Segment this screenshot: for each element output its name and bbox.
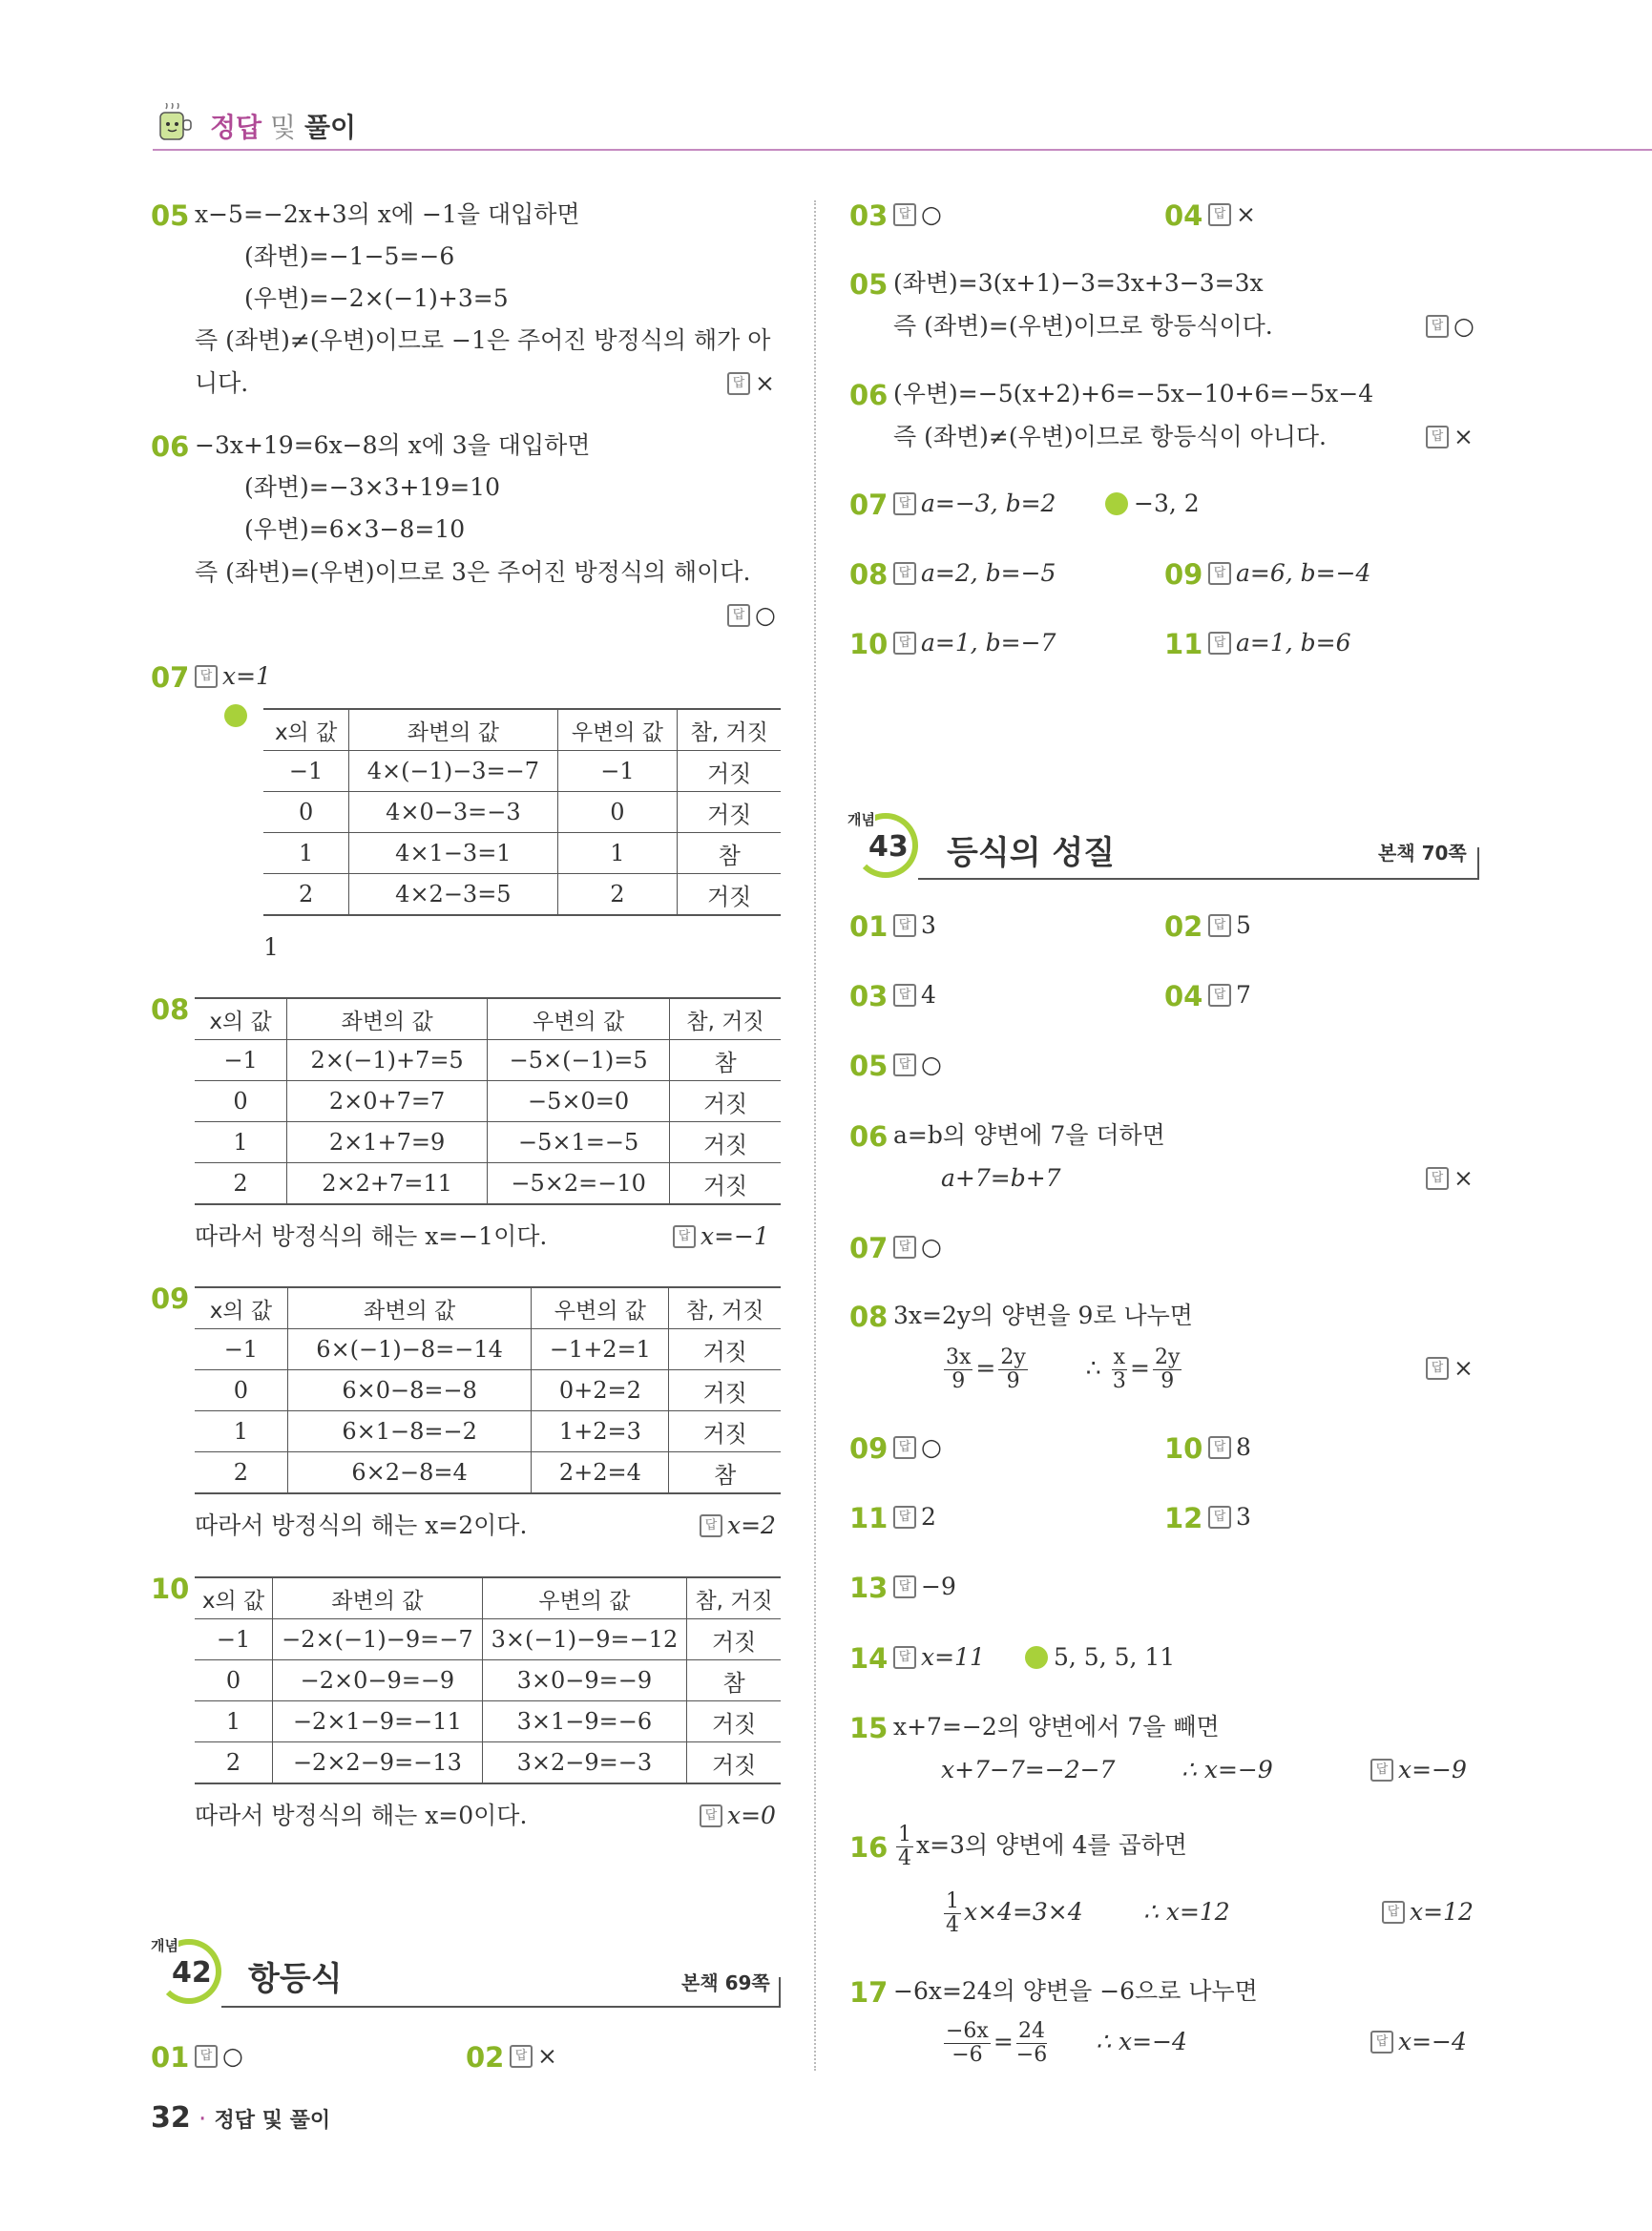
- answer-08: 답 x=−1: [673, 1222, 769, 1251]
- s43-number-05: 05: [849, 1050, 889, 1082]
- s43-answer-10: 답 8: [1208, 1433, 1251, 1462]
- answer-05: 답 ×: [727, 369, 775, 398]
- table-row: 0 6×0−8=−8 0+2=2 거짓: [195, 1370, 781, 1411]
- table-row: 2 2×2+7=11 −5×2=−10 거짓: [195, 1163, 781, 1205]
- s43-answer-14: 답 x=11: [893, 1643, 985, 1672]
- answer-09: 답 x=2: [700, 1512, 776, 1540]
- answer-07: 답 x=1: [195, 662, 271, 691]
- s43-answer-04: 답 7: [1208, 981, 1251, 1010]
- header-title: 정답 및 풀이: [210, 112, 357, 143]
- answer-mark-icon: 답: [1382, 1901, 1405, 1924]
- table-row: 1 6×1−8=−2 1+2=3 거짓: [195, 1411, 781, 1452]
- right-number-09: 09: [1164, 558, 1203, 591]
- s43-number-07: 07: [849, 1232, 889, 1264]
- problem-05-line3: (우변)=−2×(−1)+3=5: [244, 284, 509, 312]
- answer-mark-icon: 답: [1208, 203, 1231, 226]
- problem-05-line5: 니다.: [195, 369, 249, 397]
- answer-mark-icon: 답: [893, 492, 916, 515]
- answer-mark-icon: 답: [510, 2045, 533, 2068]
- right-06-line1: (우변)=−5(x+2)+6=−5x−10+6=−5x−4: [893, 380, 1374, 407]
- problem-number-08: 08: [151, 993, 190, 1026]
- problem-number-06: 06: [151, 430, 190, 463]
- section42-answer-01: 답 ○: [195, 2042, 243, 2071]
- table-09: x의 값 좌변의 값 우변의 값 참, 거짓 −1 6×(−1)−8=−14 −1+2=1 거짓 0 6×0−8=−8 0+2=2 거짓 1 6×1−8=−2 1+2=3 거짓 2 6×2−8=4 2+2=4 참: [195, 1286, 781, 1494]
- header-mascot-icon: [153, 103, 195, 145]
- s43-15-line1: x+7=−2의 양변에서 7을 빼면: [893, 1713, 1220, 1741]
- s43-16-line1: $\frac{1}{4}$ x=3의 양변에 4를 곱하면: [898, 1823, 1187, 1870]
- answer-mark-icon: 답: [893, 1506, 916, 1529]
- section-title: 항등식: [248, 1960, 343, 1998]
- s43-number-08: 08: [849, 1301, 889, 1333]
- answer-mark-icon: 답: [1208, 984, 1231, 1007]
- right-answer-07: 답 a=−3, b=2: [893, 490, 1056, 518]
- right-answer-03: 답 ○: [893, 200, 942, 229]
- right-number-07: 07: [849, 489, 889, 521]
- section-ref: 본책 69쪽: [681, 1971, 770, 1994]
- s43-number-09: 09: [849, 1432, 889, 1465]
- s43-answer-15: 답 x=−9: [1370, 1756, 1467, 1784]
- answer-mark-icon: 답: [1370, 2031, 1393, 2054]
- footer: [151, 2101, 330, 2135]
- section-title: 등식의 성질: [947, 834, 1116, 872]
- answer-mark-icon: 답: [893, 562, 916, 585]
- section42-number-02: 02: [466, 2041, 505, 2074]
- s43-answer-06: 답 ×: [1426, 1164, 1474, 1193]
- table-row: 2 4×2−3=5 2 거짓: [263, 874, 781, 916]
- answer-mark-icon: 답: [893, 1236, 916, 1259]
- right-07-extra: −3, 2: [1105, 490, 1200, 518]
- right-answer-10: 답 a=1, b=−7: [893, 629, 1056, 657]
- problem-number-09: 09: [151, 1282, 190, 1315]
- table-row: −1 6×(−1)−8=−14 −1+2=1 거짓: [195, 1329, 781, 1370]
- answer-mark-icon: 답: [1426, 1167, 1449, 1190]
- s43-number-14: 14: [849, 1642, 889, 1675]
- s43-14-extra: 5, 5, 5, 11: [1025, 1643, 1175, 1672]
- s43-17-fractions: $\frac{-6x}{-6}$ = $\frac{24}{-6}$ ∴ x=−4: [946, 2019, 1187, 2067]
- table-row: 2 6×2−8=4 2+2=4 참: [195, 1452, 781, 1494]
- problem-06-line4: 즉 (좌변)=(우변)이므로 3은 주어진 방정식의 해이다.: [195, 558, 751, 586]
- answer-mark-icon: 답: [893, 1646, 916, 1669]
- answer-mark-icon: 답: [673, 1225, 696, 1248]
- s43-number-15: 15: [849, 1712, 889, 1744]
- s43-number-17: 17: [849, 1976, 889, 2009]
- s43-answer-17: 답 x=−4: [1370, 2028, 1467, 2056]
- answer-mark-icon: 답: [893, 1436, 916, 1459]
- section42-number-01: 01: [151, 2041, 190, 2074]
- problem-05-line1: x−5=−2x+3의 x에 −1을 대입하면: [195, 200, 580, 228]
- s43-number-02: 02: [1164, 910, 1203, 943]
- answer-mark-icon: 답: [195, 2045, 218, 2068]
- s43-answer-03: 답 4: [893, 981, 936, 1010]
- header-rule: [153, 149, 1652, 151]
- pencil-icon: [1105, 492, 1128, 515]
- right-answer-05: 답 ○: [1426, 312, 1474, 341]
- pencil-icon: [224, 704, 247, 727]
- s43-answer-07: 답 ○: [893, 1233, 942, 1261]
- table-row: 0 2×0+7=7 −5×0=0 거짓: [195, 1081, 781, 1122]
- page-number: 32: [151, 2101, 191, 2135]
- right-05-line2: 즉 (좌변)=(우변)이므로 항등식이다.: [893, 312, 1273, 340]
- footer-dot: ·: [199, 2105, 207, 2134]
- answer-mark-icon: 답: [893, 203, 916, 226]
- s43-15-line3: ∴ x=−9: [1181, 1756, 1273, 1783]
- s43-08-line1: 3x=2y의 양변을 9로 나누면: [893, 1302, 1193, 1329]
- s43-06-line2: a+7=b+7: [941, 1164, 1061, 1192]
- s43-number-12: 12: [1164, 1502, 1203, 1534]
- table-row: 0 4×0−3=−3 0 거짓: [263, 792, 781, 833]
- problem-05-line4: 즉 (좌변)≠(우변)이므로 −1은 주어진 방정식의 해가 아: [195, 326, 771, 354]
- table-10: x의 값 좌변의 값 우변의 값 참, 거짓 −1 −2×(−1)−9=−7 3×(−1)−9=−12 거짓 0 −2×0−9=−9 3×0−9=−9 참 1 −2×1−9=−11 3×1−9=−6 거짓 2 −2×2−9=−13 3×2−9=−3 거짓: [195, 1576, 781, 1784]
- problem-number-07: 07: [151, 661, 190, 694]
- problem-10-conclusion: 따라서 방정식의 해는 x=0이다.: [195, 1802, 528, 1829]
- answer-mark-icon: 답: [1426, 426, 1449, 448]
- s43-number-13: 13: [849, 1572, 889, 1604]
- s43-answer-16: 답 x=12: [1382, 1898, 1474, 1927]
- problem-06-line3: (우변)=6×3−8=10: [244, 515, 466, 543]
- problem-09-conclusion: 따라서 방정식의 해는 x=2이다.: [195, 1512, 528, 1539]
- section42-answer-02: 답 ×: [510, 2042, 557, 2071]
- answer-mark-icon: 답: [893, 1575, 916, 1598]
- answer-mark-icon: 답: [1208, 914, 1231, 937]
- right-answer-09: 답 a=6, b=−4: [1208, 559, 1370, 588]
- table-row: 1 2×1+7=9 −5×1=−5 거짓: [195, 1122, 781, 1163]
- s43-answer-09: 답 ○: [893, 1433, 942, 1462]
- answer-mark-icon: 답: [700, 1514, 722, 1537]
- table-07: x의 값 좌변의 값 우변의 값 참, 거짓 −1 4×(−1)−3=−7 −1 거짓 0 4×0−3=−3 0 거짓 1 4×1−3=1 1 참 2 4×2−3=5 2 거짓: [263, 708, 781, 916]
- table-row: 0 −2×0−9=−9 3×0−9=−9 참: [195, 1660, 781, 1701]
- answer-mark-icon: 답: [893, 984, 916, 1007]
- s43-17-line1: −6x=24의 양변을 −6으로 나누면: [893, 1977, 1258, 2005]
- section-tag: 개념: [847, 811, 875, 828]
- problem-08-conclusion: 따라서 방정식의 해는 x=−1이다.: [195, 1222, 548, 1250]
- s43-number-11: 11: [849, 1502, 889, 1534]
- section-rule-corner: [1477, 847, 1479, 880]
- problem-06-line1: −3x+19=6x−8의 x에 3을 대입하면: [195, 431, 591, 459]
- s43-16-line2: $\frac{1}{4}$ x×4=3×4: [946, 1889, 1083, 1937]
- right-number-08: 08: [849, 558, 889, 591]
- answer-mark-icon: 답: [893, 632, 916, 655]
- table-row: −1 −2×(−1)−9=−7 3×(−1)−9=−12 거짓: [195, 1619, 781, 1660]
- s43-answer-05: 답 ○: [893, 1051, 942, 1079]
- table-08: x의 값 좌변의 값 우변의 값 참, 거짓 −1 2×(−1)+7=5 −5×(−1)=5 참 0 2×0+7=7 −5×0=0 거짓 1 2×1+7=9 −5×1=−5 거짓 2 2×2+7=11 −5×2=−10 거짓: [195, 997, 781, 1205]
- s43-06-line1: a=b의 양변에 7을 더하면: [893, 1121, 1165, 1149]
- right-number-11: 11: [1164, 628, 1203, 660]
- problem-number-10: 10: [151, 1573, 190, 1605]
- s43-answer-11: 답 2: [893, 1503, 936, 1532]
- s43-number-03: 03: [849, 980, 889, 1012]
- s43-answer-08: 답 ×: [1426, 1354, 1474, 1383]
- answer-mark-icon: 답: [1208, 1506, 1231, 1529]
- section-rule: [918, 878, 1479, 880]
- s43-number-01: 01: [849, 910, 889, 943]
- section-rule: [221, 2006, 781, 2008]
- column-divider: [814, 200, 816, 2071]
- answer-mark-icon: 답: [195, 665, 218, 688]
- s43-number-10: 10: [1164, 1432, 1203, 1465]
- s43-answer-12: 답 3: [1208, 1503, 1251, 1532]
- answer-06: 답 ○: [727, 601, 776, 630]
- right-05-line1: (좌변)=3(x+1)−3=3x+3−3=3x: [893, 269, 1264, 297]
- answer-mark-icon: 답: [1426, 1357, 1449, 1380]
- right-number-03: 03: [849, 199, 889, 232]
- table-row: 1 −2×1−9=−11 3×1−9=−6 거짓: [195, 1701, 781, 1742]
- problem-number-05: 05: [151, 199, 190, 232]
- answer-mark-icon: 답: [700, 1804, 722, 1827]
- problem-06-line2: (좌변)=−3×3+19=10: [244, 473, 500, 501]
- right-number-05: 05: [849, 268, 889, 301]
- section-tag: 개념: [151, 1937, 178, 1954]
- s43-answer-13: 답 −9: [893, 1573, 956, 1601]
- problem-07-note: 1: [263, 933, 279, 961]
- right-number-04: 04: [1164, 199, 1203, 232]
- table-row: −1 2×(−1)+7=5 −5×(−1)=5 참: [195, 1040, 781, 1081]
- footer-label: 정답 및 풀이: [214, 2109, 331, 2133]
- s43-08-fractions: $\frac{3x}{9}$ = $\frac{2y}{9}$ ∴ $\frac{x}{3}$ = $\frac{2y}{9}$: [946, 1345, 1181, 1393]
- answer-mark-icon: 답: [727, 372, 750, 395]
- section-ref: 본책 70쪽: [1378, 842, 1467, 865]
- right-answer-04: 답 ×: [1208, 200, 1256, 229]
- answer-mark-icon: 답: [1208, 562, 1231, 585]
- right-number-10: 10: [849, 628, 889, 660]
- answer-mark-icon: 답: [1426, 315, 1449, 338]
- answer-mark-icon: 답: [1370, 1759, 1393, 1782]
- s43-answer-02: 답 5: [1208, 911, 1251, 940]
- section-rule-corner: [779, 1977, 781, 2008]
- table-row: 2 −2×2−9=−13 3×2−9=−3 거짓: [195, 1742, 781, 1784]
- table-row: 1 4×1−3=1 1 참: [263, 833, 781, 874]
- pencil-icon: [1025, 1646, 1048, 1669]
- right-answer-11: 답 a=1, b=6: [1208, 629, 1351, 657]
- answer-10: 답 x=0: [700, 1802, 776, 1830]
- answer-mark-icon: 답: [893, 1053, 916, 1076]
- s43-number-06: 06: [849, 1120, 889, 1153]
- problem-05-line2: (좌변)=−1−5=−6: [244, 242, 455, 270]
- s43-16-line3: ∴ x=12: [1143, 1898, 1230, 1926]
- answer-mark-icon: 답: [727, 604, 750, 627]
- answer-mark-icon: 답: [1208, 632, 1231, 655]
- right-06-line2: 즉 (좌변)≠(우변)이므로 항등식이 아니다.: [893, 423, 1327, 450]
- right-answer-06: 답 ×: [1426, 423, 1474, 451]
- s43-15-line2: x+7−7=−2−7: [941, 1756, 1116, 1783]
- section-42-header: [151, 1935, 781, 2012]
- s43-number-16: 16: [849, 1831, 889, 1864]
- right-number-06: 06: [849, 379, 889, 411]
- s43-number-04: 04: [1164, 980, 1203, 1012]
- section-number: 43: [868, 830, 909, 864]
- section-43-header: [847, 809, 1479, 886]
- section-number: 42: [172, 1956, 212, 1990]
- s43-answer-01: 답 3: [893, 911, 936, 940]
- right-answer-08: 답 a=2, b=−5: [893, 559, 1056, 588]
- table-row: −1 4×(−1)−3=−7 −1 거짓: [263, 751, 781, 792]
- answer-mark-icon: 답: [1208, 1436, 1231, 1459]
- answer-mark-icon: 답: [893, 914, 916, 937]
